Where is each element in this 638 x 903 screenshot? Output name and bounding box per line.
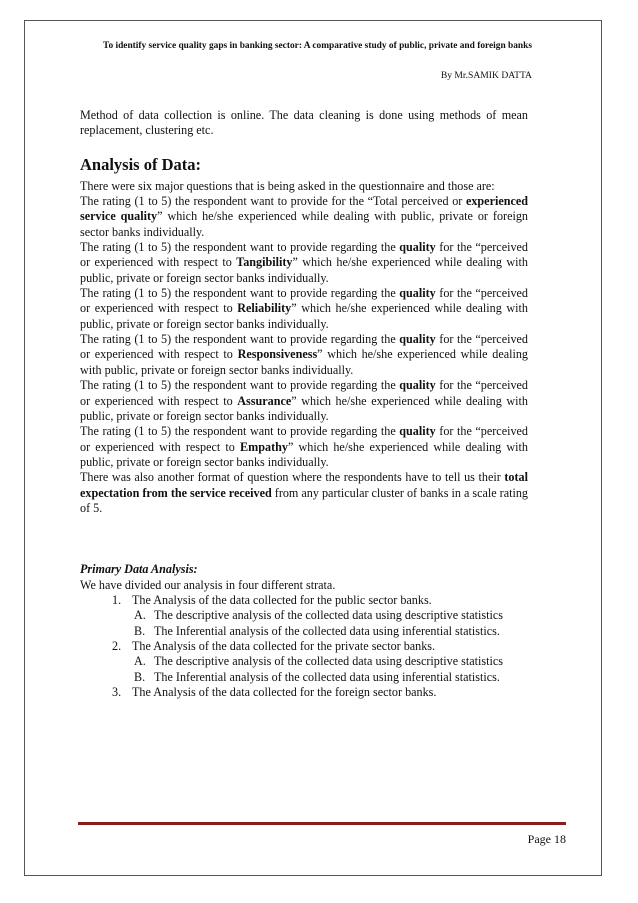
q-text-mid: for the “perceived or experienced with respect to — [80, 378, 528, 408]
question-paragraph-4 — [80, 332, 528, 378]
q-text-post: ” which he/she experienced while dealing with public, private or foreign sector banks individually. — [80, 393, 528, 423]
q-quality: quality — [399, 378, 436, 393]
q7-text-a: There was also another format of question where the respondents have to tell us their — [80, 470, 505, 485]
sub-text: The descriptive analysis of the collected data using descriptive statistics — [154, 654, 503, 669]
sub-list — [132, 654, 528, 685]
q-text-post: ” which he/she experienced while dealing with public, private or foreign sector banks individually. — [80, 255, 528, 285]
q-text-pre: The rating (1 to 5) the respondent want to provide regarding the — [80, 286, 400, 301]
intro-paragraph: Method of data collection is online. The data cleaning is done using methods of mean replacement, clustering etc. — [80, 108, 528, 138]
q-dimension: Empathy — [240, 439, 288, 454]
q-text-mid: for the “perceived or experienced with respect to — [80, 240, 528, 270]
sub-text: The Inferential analysis of the collected data using inferential statistics. — [154, 669, 500, 684]
q-dimension: Assurance — [237, 393, 292, 408]
q-text-mid: for the “perceived or experienced with respect to — [80, 286, 528, 316]
q1-text-a: The rating (1 to 5) the respondent want to provide for the “Total perceived or — [80, 194, 466, 209]
q-dimension: Responsiveness — [237, 347, 318, 362]
q-text-pre: The rating (1 to 5) the respondent want to provide regarding the — [80, 378, 400, 393]
q-text-pre: The rating (1 to 5) the respondent want to provide regarding the — [80, 240, 400, 255]
q-quality: quality — [399, 332, 436, 347]
q1-emphasis: experienced service quality — [80, 194, 528, 224]
q7-text-c: from any particular cluster of banks in a scale rating of 5. — [80, 485, 528, 515]
analysis-intro: There were six major questions that is being asked in the questionnaire and those are: — [80, 178, 495, 193]
sub-letter: A. — [134, 608, 146, 623]
question-paragraph-2 — [80, 240, 528, 286]
q-dimension: Tangibility — [236, 255, 293, 270]
primary-analysis-heading: Primary Data Analysis: — [80, 562, 198, 577]
q-text-pre: The rating (1 to 5) the respondent want to provide regarding the — [80, 332, 400, 347]
q-quality: quality — [399, 424, 436, 439]
strata-number: 2. — [112, 638, 122, 653]
analysis-heading: Analysis of Data: — [80, 154, 202, 174]
question-paragraph-3 — [80, 286, 528, 332]
page-number: Page 18 — [527, 832, 566, 846]
q-quality: quality — [399, 240, 436, 255]
strata-text: The Analysis of the data collected for the public sector banks. — [132, 592, 432, 607]
document-body — [80, 108, 528, 700]
q-text-post: ” which he/she experienced while dealing with public, private or foreign sector banks individually. — [80, 347, 528, 377]
strata-item-1 — [80, 593, 528, 639]
footer-rule — [78, 822, 566, 825]
sub-text: The descriptive analysis of the collected data using descriptive statistics — [154, 608, 503, 623]
question-paragraph-1 — [80, 194, 528, 240]
sub-letter: A. — [134, 654, 146, 669]
q-text-post: ” which he/she experienced while dealing with public, private or foreign sector banks individually. — [80, 439, 528, 469]
primary-analysis-intro: We have divided our analysis in four different strata. — [80, 577, 336, 592]
header-author: By Mr.SAMIK DATTA — [440, 70, 532, 81]
q7-emphasis: total expectation from the service received — [80, 470, 528, 500]
q-text-post: ” which he/she experienced while dealing with public, private or foreign sector banks individually. — [80, 301, 528, 331]
question-paragraph-5 — [80, 378, 528, 424]
section-spacer — [80, 516, 528, 562]
sub-item — [132, 654, 528, 669]
sub-list — [132, 608, 528, 639]
q-text-pre: The rating (1 to 5) the respondent want to provide regarding the — [80, 424, 400, 439]
strata-text: The Analysis of the data collected for the foreign sector banks. — [132, 685, 437, 699]
header-title: To identify service quality gaps in banking sector: A comparative study of public, private and foreign banks — [103, 41, 532, 51]
sub-item — [132, 624, 528, 639]
question-paragraph-6 — [80, 424, 528, 470]
q1-text-c: ” which he/she experienced while dealing with public, private or foreign sector banks individually. — [80, 209, 528, 239]
sub-letter: B. — [134, 669, 146, 684]
strata-text: The Analysis of the data collected for the private sector banks. — [132, 638, 436, 653]
q-dimension: Reliability — [237, 301, 292, 316]
q-text-mid: for the “perceived or experienced with respect to — [80, 424, 528, 454]
sub-letter: B. — [134, 623, 146, 638]
sub-item — [132, 670, 528, 685]
q-text-mid: for the “perceived or experienced with respect to — [80, 332, 528, 362]
strata-list — [80, 593, 528, 700]
sub-text: The Inferential analysis of the collected data using inferential statistics. — [154, 623, 500, 638]
strata-number: 3. — [112, 685, 122, 699]
question-paragraph-7 — [80, 470, 528, 516]
strata-item-2 — [80, 639, 528, 685]
strata-number: 1. — [112, 592, 122, 607]
sub-item — [132, 608, 528, 623]
strata-item-3 — [80, 685, 528, 700]
q-quality: quality — [399, 286, 436, 301]
